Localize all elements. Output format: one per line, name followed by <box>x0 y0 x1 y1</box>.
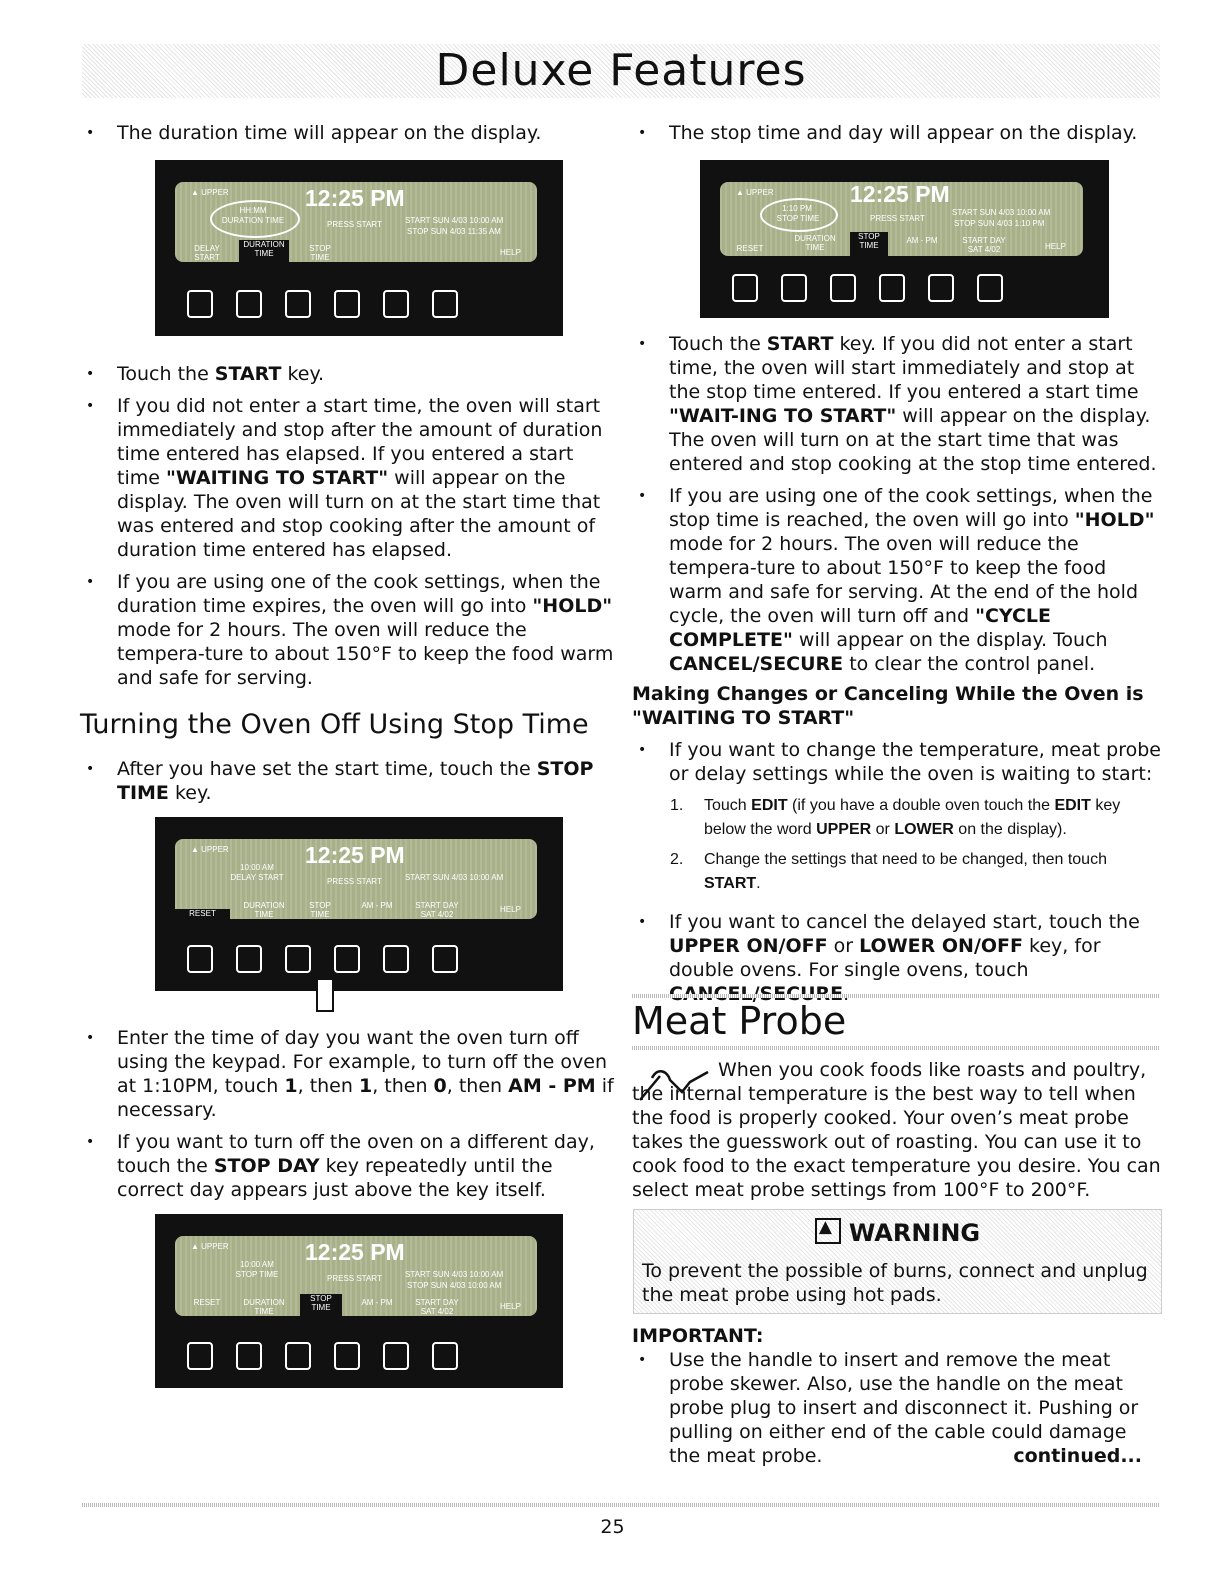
soft-key[interactable] <box>383 1342 409 1370</box>
list-item: • Enter the time of day you want the oven turn off using the keypad. For example, to turn off the oven at 1:10PM, touch 1, then 1, then 0, then AM - PM if necessary. <box>80 1026 615 1122</box>
page-header <box>82 44 1160 98</box>
press-start-label: PRESS START <box>327 1274 382 1283</box>
field-value: HH:MM <box>239 206 267 215</box>
field-label: STOP TIME <box>776 214 820 223</box>
key-label-delay-start: DELAY START <box>194 244 220 262</box>
key-label-reset-active: RESET <box>175 909 230 921</box>
upper-label: ▲ UPPER <box>191 1242 229 1251</box>
start-line: START SUN 4/03 10:00 AM <box>952 208 1051 217</box>
list-item: • If you want to change the temperature, meat probe or delay settings while the oven is waiting to start: <box>632 738 1162 786</box>
key-label-stop-time-active: STOP TIME <box>850 232 888 256</box>
page-title: Deluxe Features <box>435 45 807 96</box>
soft-key[interactable] <box>236 290 262 318</box>
key-row <box>187 290 458 318</box>
key-label-stop-time: STOP TIME <box>309 901 331 919</box>
press-start-label: PRESS START <box>870 214 925 223</box>
lcd-screen <box>720 182 1083 256</box>
soft-key[interactable] <box>432 945 458 973</box>
section-divider <box>632 1046 1160 1050</box>
key-label-stop-time: STOP TIME <box>309 244 331 262</box>
soft-key[interactable] <box>285 290 311 318</box>
start-line: START SUN 4/03 10:00 AM <box>405 216 504 225</box>
soft-key[interactable] <box>187 1342 213 1370</box>
key-row <box>732 274 1003 302</box>
soft-key[interactable] <box>830 274 856 302</box>
clock: 12:25 PM <box>305 185 405 211</box>
section-heading-meat-probe: Meat Probe <box>632 999 847 1043</box>
key-label-am-pm: AM - PM <box>906 236 938 245</box>
soft-key[interactable] <box>334 1342 360 1370</box>
list-item: • If you did not enter a start time, the oven will start immediately and stop after the amount of duration time entered has elapsed. If you entered a start time "WAITING TO START" will appear on the display. The oven will turn on at the start time that was entered and stop cooking after the amount of duration time entered has elapsed. <box>80 394 615 562</box>
upper-label: ▲ UPPER <box>191 845 229 854</box>
field-label: STOP TIME <box>235 1270 279 1279</box>
key-label-stop-time-active: STOP TIME <box>300 1294 342 1316</box>
soft-key[interactable] <box>334 945 360 973</box>
help-label: HELP <box>500 1302 521 1311</box>
key-label-duration-active: DURATION TIME <box>239 240 289 262</box>
section-heading-stop-time: Turning the Oven Off Using Stop Time <box>80 709 589 740</box>
key-label-reset: RESET <box>736 244 764 253</box>
key-row <box>187 1342 458 1370</box>
soft-key[interactable] <box>732 274 758 302</box>
upper-label: ▲ UPPER <box>191 188 229 197</box>
soft-key[interactable] <box>977 274 1003 302</box>
soft-key[interactable] <box>383 945 409 973</box>
field-value: 1:10 PM <box>782 204 812 213</box>
important-label: IMPORTANT: <box>632 1325 764 1347</box>
list-item: • If you are using one of the cook settings, when the stop time is reached, the oven will go into "HOLD" mode for 2 hours. The oven will reduce the tempera-ture to about 150°F to keep the food warm and safe for serving. At the end of the hold cycle, the oven will turn off and "CYCLE COMPLETE" will appear on the display. Touch CANCEL/SECURE to clear the control panel. <box>632 484 1162 676</box>
key-label-reset: RESET <box>193 1298 221 1307</box>
subheading-waiting: Making Changes or Canceling While the Oven is "WAITING TO START" <box>632 683 1144 729</box>
help-label: HELP <box>500 248 521 257</box>
field-value: 10:00 AM <box>240 1260 274 1269</box>
stop-line: STOP SUN 4/03 11:35 AM <box>407 227 501 236</box>
press-start-label: PRESS START <box>327 877 382 886</box>
stop-line: STOP SUN 4/03 10:00 AM <box>407 1281 502 1290</box>
list-item: • If you want to turn off the oven on a different day, touch the STOP DAY key repeatedly until the correct day appears just above the key itself. <box>80 1130 615 1202</box>
soft-key[interactable] <box>236 1342 262 1370</box>
soft-key[interactable] <box>187 945 213 973</box>
lcd-screen <box>175 839 537 919</box>
soft-key[interactable] <box>383 290 409 318</box>
meat-probe-paragraph: When you cook foods like roasts and poultry, the internal temperature is the best way to tell when the food is properly cooked. Your oven’s meat probe takes the guesswork out of roasting. You can use it to cook food to the exact temperature you desire. You can select meat probe settings from 100°F to 200°F. <box>632 1059 1161 1201</box>
list-item: • The stop time and day will appear on the display. <box>632 121 1162 145</box>
right-bullets-2 <box>632 738 1162 1006</box>
right-bullets-1 <box>632 332 1162 676</box>
stop-line: STOP SUN 4/03 1:10 PM <box>954 219 1045 228</box>
left-bullets-2 <box>80 757 615 805</box>
soft-key[interactable] <box>285 945 311 973</box>
numbered-steps <box>632 794 1162 896</box>
lcd-screen <box>175 182 537 262</box>
continued-label: continued... <box>1013 1445 1142 1467</box>
control-display-duration <box>155 160 563 336</box>
warning-box <box>633 1209 1162 1314</box>
warning-title: ▲WARNING <box>634 1218 1161 1247</box>
soft-key[interactable] <box>285 1342 311 1370</box>
help-label: HELP <box>500 905 521 914</box>
key-row <box>187 945 458 973</box>
list-item: • The duration time will appear on the display. <box>80 121 615 145</box>
start-line: START SUN 4/03 10:00 AM <box>405 1270 504 1279</box>
soft-key[interactable] <box>334 290 360 318</box>
control-display-delay <box>155 817 563 991</box>
soft-key[interactable] <box>879 274 905 302</box>
page-number: 25 <box>600 1516 625 1538</box>
step-item: 1. Touch EDIT (if you have a double oven touch the EDIT key below the word UPPER or LOWER on the display). <box>670 797 1121 838</box>
control-display-stop-time <box>155 1214 563 1388</box>
key-label-am-pm: AM - PM <box>361 1298 393 1307</box>
key-label-duration: DURATION TIME <box>243 1298 285 1316</box>
clock: 12:25 PM <box>305 1239 405 1265</box>
field-value: 10:00 AM <box>240 863 274 872</box>
key-label-start-day: START DAY SAT 4/02 <box>415 901 459 919</box>
press-start-label: PRESS START <box>327 220 382 229</box>
list-item: • Touch the START key. If you did not enter a start time, the oven will start immediately and stop at the stop time entered. If you entered a start time "WAIT-ING TO START" will appear on the display. The oven will turn on at the start time that was entered and stop cooking at the stop time entered. <box>632 332 1162 476</box>
key-label-start-day: START DAY SAT 4/02 <box>962 236 1006 254</box>
key-label-am-pm: AM - PM <box>361 901 393 910</box>
field-label: DURATION TIME <box>221 216 285 225</box>
warning-icon <box>815 1218 841 1244</box>
right-intro <box>632 121 1162 145</box>
key-label-duration: DURATION TIME <box>794 234 836 252</box>
footer-divider <box>82 1503 1160 1507</box>
start-line: START SUN 4/03 10:00 AM <box>405 873 504 882</box>
clock: 12:25 PM <box>305 842 405 868</box>
list-item: • Use the handle to insert and remove the meat probe skewer. Also, use the handle on the meat probe plug to insert and disconnect it. Pushing or pulling on either end of the cable could damage the meat probe. <box>632 1348 1162 1468</box>
finger-pointer-icon <box>316 980 334 1012</box>
left-intro <box>80 121 615 145</box>
left-bullets-1 <box>80 362 615 690</box>
soft-key[interactable] <box>187 290 213 318</box>
key-label-start-day: START DAY SAT 4/02 <box>415 1298 459 1316</box>
list-item: • Touch the START key. <box>80 362 615 386</box>
field-label: DELAY START <box>230 873 284 882</box>
help-label: HELP <box>1045 242 1066 251</box>
key-label-duration: DURATION TIME <box>243 901 285 919</box>
soft-key[interactable] <box>781 274 807 302</box>
soft-key[interactable] <box>236 945 262 973</box>
soft-key[interactable] <box>432 290 458 318</box>
lcd-screen <box>175 1236 537 1316</box>
upper-label: ▲ UPPER <box>736 188 774 197</box>
warning-body: To prevent the possible of burns, connect and unplug the meat probe using hot pads. <box>642 1260 1148 1306</box>
list-item: • If you want to cancel the delayed start, touch the UPPER ON/OFF or LOWER ON/OFF key, for double ovens. For single ovens, touch <box>632 910 1162 1006</box>
list-item: • After you have set the start time, touch the STOP TIME key. <box>80 757 615 805</box>
left-bullets-3 <box>80 1026 615 1202</box>
step-item: 2. Change the settings that need to be changed, then touch START. <box>670 851 1107 892</box>
control-display-stop-set <box>700 160 1109 318</box>
list-item: • If you are using one of the cook settings, when the duration time expires, the oven will go into "HOLD" mode for 2 hours. The oven will reduce the tempera-ture to about 150°F to keep the food warm and safe for serving. <box>80 570 615 690</box>
soft-key[interactable] <box>432 1342 458 1370</box>
soft-key[interactable] <box>928 274 954 302</box>
clock: 12:25 PM <box>850 181 950 207</box>
